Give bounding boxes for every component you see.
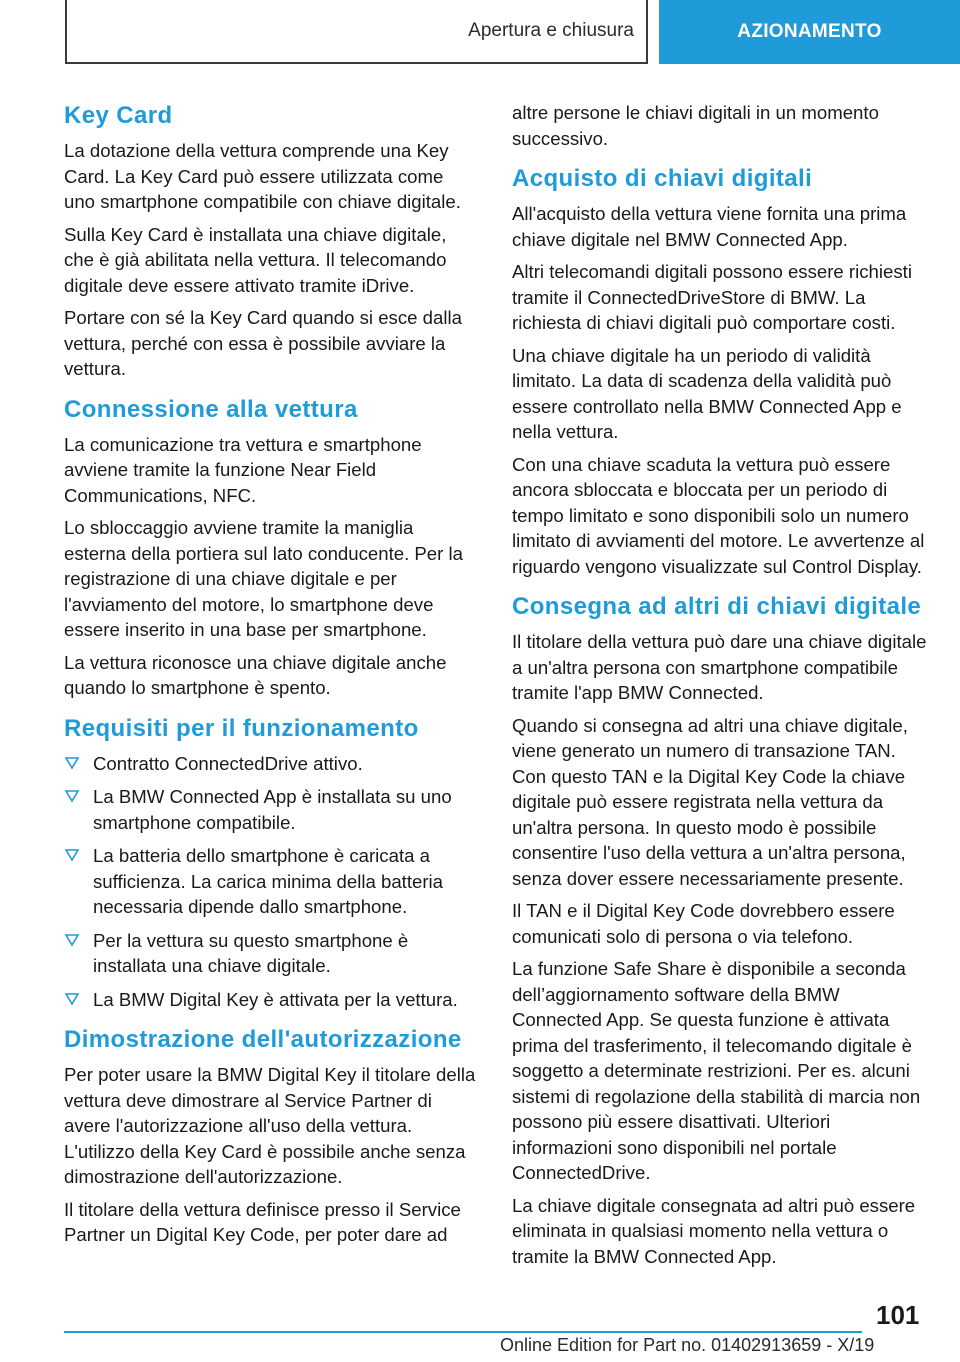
heading-consegna: Consegna ad altri di chiavi digitale bbox=[512, 593, 922, 620]
triangle-bullet-icon bbox=[64, 932, 80, 948]
paragraph: All'acquisto della vettura viene fornita una prima chiave digitale nel BMW Connected App. bbox=[512, 203, 907, 250]
triangle-bullet-icon bbox=[64, 991, 80, 1007]
header-chapter-tab bbox=[659, 0, 960, 64]
paragraph: Con una chiave scaduta la vettura può essere ancora sbloccata e bloccata per un periodo di tempo limitato e sono disponibili solo un numero limitato di avviamenti del motore. Le avvertenze al riguardo vengono visualizzate sul Control Display. bbox=[512, 453, 925, 577]
footer-divider bbox=[64, 1331, 862, 1333]
paragraph: Il titolare della vettura definisce presso il Service Partner un Digital Key Code, per poter dare ad bbox=[64, 1198, 461, 1245]
header-section-title: Apertura e chiusura bbox=[468, 20, 634, 41]
triangle-bullet-icon bbox=[64, 847, 80, 863]
paragraph: Quando si consegna ad altri una chiave digitale, viene generato un numero di transazione TAN. Con questo TAN e la Digital Key Code la chiave digitale può essere registrata nella vettura da un'altra persona. In questo modo è possibile consentire l'uso della vettura a un'altra persona, senza dover essere necessariamente presente. bbox=[512, 714, 908, 889]
paragraph: La comunicazione tra vettura e smartphone avviene tramite la funzione Near Field Communications, NFC. bbox=[64, 433, 422, 506]
paragraph: Il TAN e il Digital Key Code dovrebbero essere comunicati solo di persona o via telefono. bbox=[512, 900, 895, 947]
paragraph: Il titolare della vettura può dare una chiave digitale a un'altra persona con smartphone compatibile tramite l'app BMW Connected. bbox=[512, 631, 927, 703]
paragraph: altre persone le chiavi digitali in un momento successivo. bbox=[512, 102, 879, 149]
requirements-list bbox=[64, 751, 476, 1013]
left-column bbox=[64, 100, 476, 1255]
paragraph: Altri telecomandi digitali possono essere richiesti tramite il ConnectedDriveStore di BMW. La richiesta di chiavi digitali può comportare costi. bbox=[512, 261, 912, 333]
paragraph: Sulla Key Card è installata una chiave digitale, che è già abilitata nella vettura. Il telecomando digitale deve essere attivato tramite iDrive. bbox=[64, 223, 447, 296]
list-item: La BMW Digital Key è attivata per la vettura. bbox=[64, 987, 476, 1013]
paragraph: Portare con sé la Key Card quando si esce dalla vettura, perché con essa è possibile avviare la vettura. bbox=[64, 307, 462, 379]
paragraph: Per poter usare la BMW Digital Key il titolare della vettura deve dimostrare al Service Partner di avere l'autorizzazione all'uso della vettura. L'utilizzo della Key Card è possibile anche senza dimostrazione dell'autorizzazione. bbox=[64, 1064, 476, 1187]
header-section-tab bbox=[65, 0, 648, 64]
page-number: 101 bbox=[876, 1300, 920, 1330]
heading-dimostrazione: Dimostrazione dell'autorizzazione bbox=[64, 1026, 462, 1053]
list-item: Contratto ConnectedDrive attivo. bbox=[64, 751, 476, 777]
list-item: La BMW Connected App è installata su uno smartphone compatibile. bbox=[64, 784, 476, 835]
paragraph: La dotazione della vettura comprende una Key Card. La Key Card può essere utilizzata come uno smartphone compatibile con chiave digitale. bbox=[64, 140, 461, 212]
heading-requisiti: Requisiti per il funzionamento bbox=[64, 714, 419, 742]
heading-key-card: Key Card bbox=[64, 102, 173, 129]
right-column bbox=[512, 100, 930, 1276]
list-item: Per la vettura su questo smartphone è installata una chiave digitale. bbox=[64, 928, 476, 979]
paragraph: Lo sbloccaggio avviene tramite la maniglia esterna della portiera sul lato conducente. Per la registrazione di una chiave digitale e per l'avviamento del motore, lo smartphone deve essere inserito in una base per smartphone. bbox=[64, 517, 463, 640]
paragraph: Una chiave digitale ha un periodo di validità limitato. La data di scadenza della validità può essere controllato nella BMW Connected App e nella vettura. bbox=[512, 344, 902, 442]
triangle-bullet-icon bbox=[64, 755, 80, 771]
paragraph: La chiave digitale consegnata ad altri può essere eliminata in qualsiasi momento nella vettura o tramite la BMW Connected App. bbox=[512, 1194, 916, 1267]
heading-connessione: Connessione alla vettura bbox=[64, 395, 358, 423]
header-chapter-title: AZIONAMENTO bbox=[737, 21, 882, 42]
paragraph: La vettura riconosce una chiave digitale anche quando lo smartphone è spento. bbox=[64, 651, 447, 698]
list-item: La batteria dello smartphone è caricata a sufficienza. La carica minima della batteria necessaria dipende dallo smartphone. bbox=[64, 843, 476, 920]
footer-edition: Online Edition for Part no. 01402913659 - X/19 bbox=[500, 1335, 875, 1355]
triangle-bullet-icon bbox=[64, 788, 80, 804]
paragraph: La funzione Safe Share è disponibile a seconda dell’aggiornamento software della BMW Connected App. Se questa funzione è attivata prima del trasferimento, il telecomando digitale è soggetto a determinate restrizioni. Per es. alcuni sistemi di regolazione della stabilità di marcia non possono più essere disattivati. Ulteriori informazioni sono disponibili nel portale ConnectedDrive. bbox=[512, 958, 921, 1183]
heading-acquisto: Acquisto di chiavi digitali bbox=[512, 165, 813, 192]
